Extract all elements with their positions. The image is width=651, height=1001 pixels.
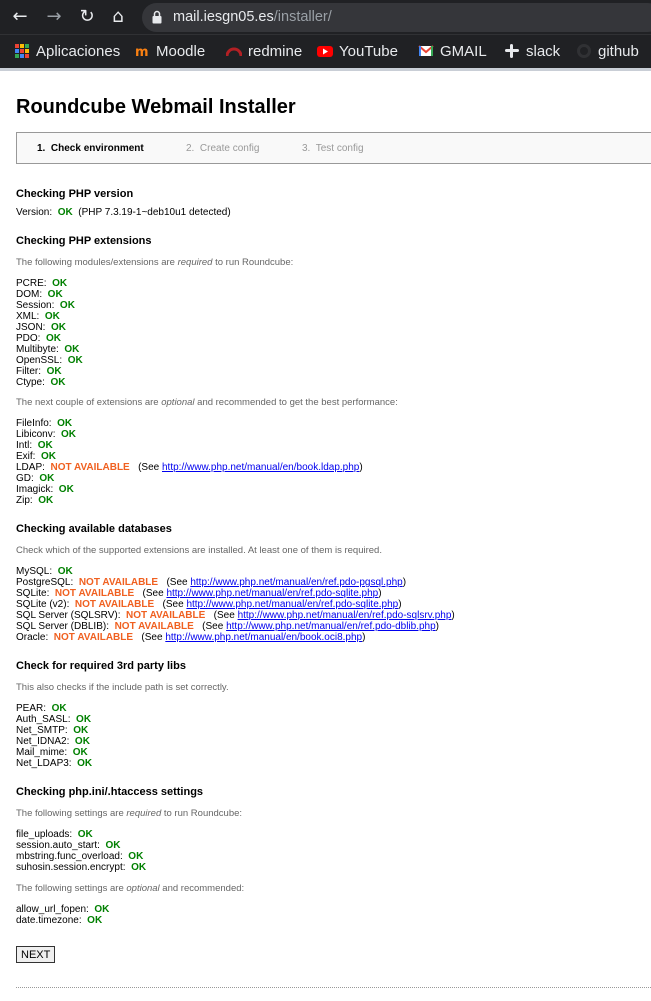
check-status: OK — [57, 418, 73, 429]
check-row — [16, 610, 455, 621]
databases-heading: Checking available databases — [16, 523, 172, 535]
step-label: Create config — [199, 143, 260, 154]
address-bar[interactable] — [142, 3, 651, 32]
note-text: and recommended: — [159, 883, 245, 894]
check-name: date.timezone: — [16, 915, 82, 926]
toolbar-divider — [0, 68, 651, 71]
check-row — [16, 758, 92, 769]
check-status: OK — [59, 300, 75, 311]
check-row — [16, 495, 53, 506]
check-status: OK — [73, 725, 89, 736]
check-name: SQLite: — [16, 588, 50, 599]
check-row — [16, 377, 65, 388]
check-name: Multibyte: — [16, 344, 59, 355]
check-name: session.auto_start: — [16, 840, 100, 851]
check-status: OK — [128, 851, 144, 862]
see-text: (See — [162, 599, 187, 610]
check-row — [16, 599, 402, 610]
extensions-heading: Checking PHP extensions — [16, 235, 152, 247]
check-name: JSON: — [16, 322, 46, 333]
check-status: OK — [51, 322, 67, 333]
note-emphasis: optional — [126, 883, 160, 894]
check-row — [16, 473, 54, 484]
docs-link[interactable]: http://www.php.net/manual/en/ref.pdo-pgsql.php — [190, 577, 403, 588]
extensions-optional-note — [16, 397, 398, 408]
slack-icon — [504, 43, 520, 59]
moodle-icon — [134, 43, 150, 59]
extensions-required-note — [16, 257, 293, 268]
installer-page — [16, 96, 651, 961]
check-status: OK — [38, 495, 54, 506]
check-row — [16, 451, 56, 462]
check-row — [16, 429, 76, 440]
check-row — [16, 289, 63, 300]
check-status: NOT AVAILABLE — [50, 462, 130, 473]
check-status: OK — [77, 829, 93, 840]
check-row — [16, 862, 146, 873]
note-text: The following settings are — [16, 883, 127, 894]
bookmark-label: Aplicaciones — [36, 42, 121, 60]
check-name: XML: — [16, 311, 40, 322]
see-close: ) — [451, 610, 455, 621]
apps-grid-icon — [14, 43, 30, 59]
check-row — [16, 736, 90, 747]
settings-optional-note — [16, 883, 244, 894]
check-row — [16, 747, 88, 758]
note-text: The following settings are — [16, 808, 127, 819]
browser-toolbar — [0, 0, 651, 34]
check-row — [16, 418, 72, 429]
check-status: OK — [76, 714, 92, 725]
check-name: Imagick: — [16, 484, 54, 495]
check-name: Filter: — [16, 366, 41, 377]
url-path: /installer/ — [273, 9, 332, 25]
check-row — [16, 577, 406, 588]
docs-link[interactable]: http://www.php.net/manual/en/book.oci8.php — [165, 632, 363, 643]
check-name: Mail_mime: — [16, 747, 68, 758]
see-close: ) — [402, 577, 407, 588]
bookmark-label: YouTube — [339, 42, 398, 60]
check-row — [16, 829, 93, 840]
forward-arrow-icon[interactable]: → — [46, 6, 62, 27]
redmine-icon — [226, 43, 242, 59]
check-name: Auth_SASL: — [16, 714, 71, 725]
note-text: and recommended to get the best performance: — [194, 397, 398, 408]
check-name: Ctype: — [16, 377, 45, 388]
check-name: LDAP: — [16, 462, 45, 473]
svg-text:m: m — [135, 45, 149, 59]
check-name: SQL Server (DBLIB): — [16, 621, 109, 632]
bookmarks-bar — [0, 34, 651, 68]
check-name: Intl: — [16, 440, 33, 451]
bookmark-label: redmine — [248, 42, 303, 60]
docs-link[interactable]: http://www.php.net/manual/en/book.ldap.php — [161, 462, 360, 473]
bookmark-label: Moodle — [156, 42, 206, 60]
note-emphasis: required — [126, 808, 162, 819]
check-row — [16, 725, 88, 736]
check-row — [16, 915, 102, 926]
step-number: 1. — [37, 143, 46, 154]
check-status: OK — [44, 311, 60, 322]
see-text: (See — [138, 462, 162, 473]
check-status: NOT AVAILABLE — [126, 610, 206, 621]
note-emphasis: optional — [161, 397, 195, 408]
check-status: OK — [72, 747, 88, 758]
check-row — [16, 703, 67, 714]
check-status: OK — [94, 904, 110, 915]
check-name: SQLite (v2): — [16, 599, 70, 610]
check-name: DOM: — [16, 289, 43, 300]
step-create-config — [186, 143, 259, 154]
check-row — [16, 484, 74, 495]
settings-heading: Checking php.ini/.htaccess settings — [16, 786, 204, 798]
check-row — [16, 851, 143, 862]
see-close: ) — [378, 588, 382, 599]
check-row — [16, 588, 382, 599]
bookmark-label: GMAIL — [440, 42, 487, 60]
check-name: PDO: — [16, 333, 41, 344]
check-name: Net_LDAP3: — [16, 758, 72, 769]
check-status: OK — [37, 440, 53, 451]
check-status: OK — [51, 703, 67, 714]
bookmark-label: github — [598, 42, 639, 60]
see-text: (See — [141, 632, 166, 643]
see-text: (See — [142, 588, 167, 599]
see-close: ) — [398, 599, 402, 610]
check-status: OK — [52, 278, 68, 289]
check-row — [16, 440, 53, 451]
check-row — [16, 904, 109, 915]
check-row — [16, 632, 365, 643]
check-status: OK — [67, 355, 83, 366]
check-name: allow_url_fopen: — [16, 904, 89, 915]
check-status: OK — [41, 451, 57, 462]
github-icon — [576, 43, 592, 59]
php-version-detail: (PHP 7.3.19-1~deb10u1 detected) — [78, 207, 231, 218]
see-text: (See — [213, 610, 238, 621]
step-number: 2. — [186, 143, 195, 154]
bookmark-gmail[interactable] — [418, 40, 487, 62]
bookmark-label: slack — [526, 42, 561, 60]
check-status: OK — [105, 840, 121, 851]
check-name: OpenSSL: — [16, 355, 63, 366]
check-name: mbstring.func_overload: — [16, 851, 123, 862]
check-name: suhosin.session.encrypt: — [16, 862, 126, 873]
check-status: OK — [46, 366, 62, 377]
check-row — [16, 322, 66, 333]
check-name: Libiconv: — [16, 429, 56, 440]
footer-divider — [16, 987, 651, 988]
check-row — [16, 333, 61, 344]
check-name: FileInfo: — [16, 418, 52, 429]
check-row — [16, 366, 62, 377]
check-status: NOT AVAILABLE — [74, 599, 155, 610]
check-status: NOT AVAILABLE — [54, 588, 135, 599]
note-emphasis: required — [177, 257, 213, 268]
check-status: NOT AVAILABLE — [114, 621, 194, 632]
step-number: 3. — [302, 143, 311, 154]
check-status: OK — [64, 344, 80, 355]
note-text: The following modules/extensions are — [16, 257, 178, 268]
docs-link[interactable]: http://www.php.net/manual/en/ref.pdo-dblib.php — [226, 621, 436, 632]
check-status: OK — [46, 333, 62, 344]
gmail-icon — [418, 43, 434, 59]
check-name: PostgreSQL: — [16, 577, 74, 588]
check-name: SQL Server (SQLSRV): — [16, 610, 121, 621]
check-row — [16, 621, 439, 632]
step-test-config — [302, 143, 364, 154]
see-close: ) — [435, 621, 440, 632]
note-text: The next couple of extensions are — [16, 397, 162, 408]
see-text: (See — [202, 621, 227, 632]
check-row — [16, 355, 83, 366]
check-status: OK — [58, 484, 74, 495]
check-status: OK — [39, 473, 55, 484]
check-name: PCRE: — [16, 278, 47, 289]
url-host: mail.iesgn05.es — [173, 9, 274, 25]
check-name: Net_IDNA2: — [16, 736, 70, 747]
bookmark-github[interactable] — [576, 40, 639, 62]
check-status: OK — [131, 862, 147, 873]
check-name: PEAR: — [16, 703, 47, 714]
bookmark-redmine[interactable] — [226, 40, 302, 62]
check-name: Net_SMTP: — [16, 725, 68, 736]
see-close: ) — [359, 462, 363, 473]
check-name: Oracle: — [16, 632, 49, 643]
check-row — [16, 840, 121, 851]
see-text: (See — [166, 577, 191, 588]
lock-icon — [152, 10, 162, 24]
check-status: NOT AVAILABLE — [53, 632, 134, 643]
php-version-heading: Checking PHP version — [16, 188, 134, 200]
bookmark-youtube[interactable] — [317, 40, 398, 62]
check-status: OK — [47, 289, 63, 300]
url-text — [173, 9, 332, 26]
check-name: Exif: — [16, 451, 36, 462]
progress-steps — [16, 132, 651, 164]
docs-link[interactable]: http://www.php.net/manual/en/ref.pdo-sqlsrv.php — [237, 610, 452, 621]
check-status: OK — [61, 429, 77, 440]
step-check-environment — [37, 143, 144, 154]
check-row — [16, 344, 79, 355]
check-name: file_uploads: — [16, 829, 73, 840]
youtube-icon — [317, 43, 333, 59]
home-icon[interactable]: ⌂ — [112, 6, 124, 27]
docs-link[interactable]: http://www.php.net/manual/en/ref.pdo-sqlite.php — [166, 588, 379, 599]
check-name: MySQL: — [16, 566, 53, 577]
docs-link[interactable]: http://www.php.net/manual/en/ref.pdo-sqlite.php — [186, 599, 399, 610]
check-name: GD: — [16, 473, 34, 484]
php-version-line — [16, 207, 231, 218]
libs-note: This also checks if the include path is set correctly. — [16, 682, 229, 693]
check-row — [16, 300, 75, 311]
settings-required-note — [16, 808, 242, 819]
php-version-status: OK — [57, 207, 73, 218]
check-row — [16, 311, 60, 322]
check-row — [16, 278, 67, 289]
step-label: Check environment — [50, 143, 144, 154]
check-name: Zip: — [16, 495, 33, 506]
see-close: ) — [362, 632, 366, 643]
page-title: Roundcube Webmail Installer — [16, 96, 296, 118]
bookmark-moodle[interactable] — [134, 40, 205, 62]
check-name: Session: — [16, 300, 55, 311]
php-version-label: Version: — [16, 207, 53, 218]
next-button[interactable]: NEXT — [16, 946, 55, 963]
check-row — [16, 566, 73, 577]
bookmark-aplicaciones[interactable] — [14, 40, 120, 62]
libs-heading: Check for required 3rd party libs — [16, 660, 186, 672]
check-status: OK — [74, 736, 90, 747]
back-arrow-icon[interactable]: ← — [12, 6, 28, 27]
reload-icon[interactable]: ↻ — [79, 6, 95, 27]
note-text: to run Roundcube: — [212, 257, 294, 268]
check-status: OK — [77, 758, 93, 769]
check-status: OK — [57, 566, 73, 577]
databases-note: Check which of the supported extensions are installed. At least one of them is required. — [16, 545, 382, 556]
note-text: to run Roundcube: — [161, 808, 243, 819]
check-row — [16, 462, 363, 473]
bookmark-slack[interactable] — [504, 40, 560, 62]
check-status: OK — [50, 377, 66, 388]
check-status: NOT AVAILABLE — [78, 577, 159, 588]
step-label: Test config — [315, 143, 364, 154]
check-status: OK — [87, 915, 103, 926]
check-row — [16, 714, 91, 725]
